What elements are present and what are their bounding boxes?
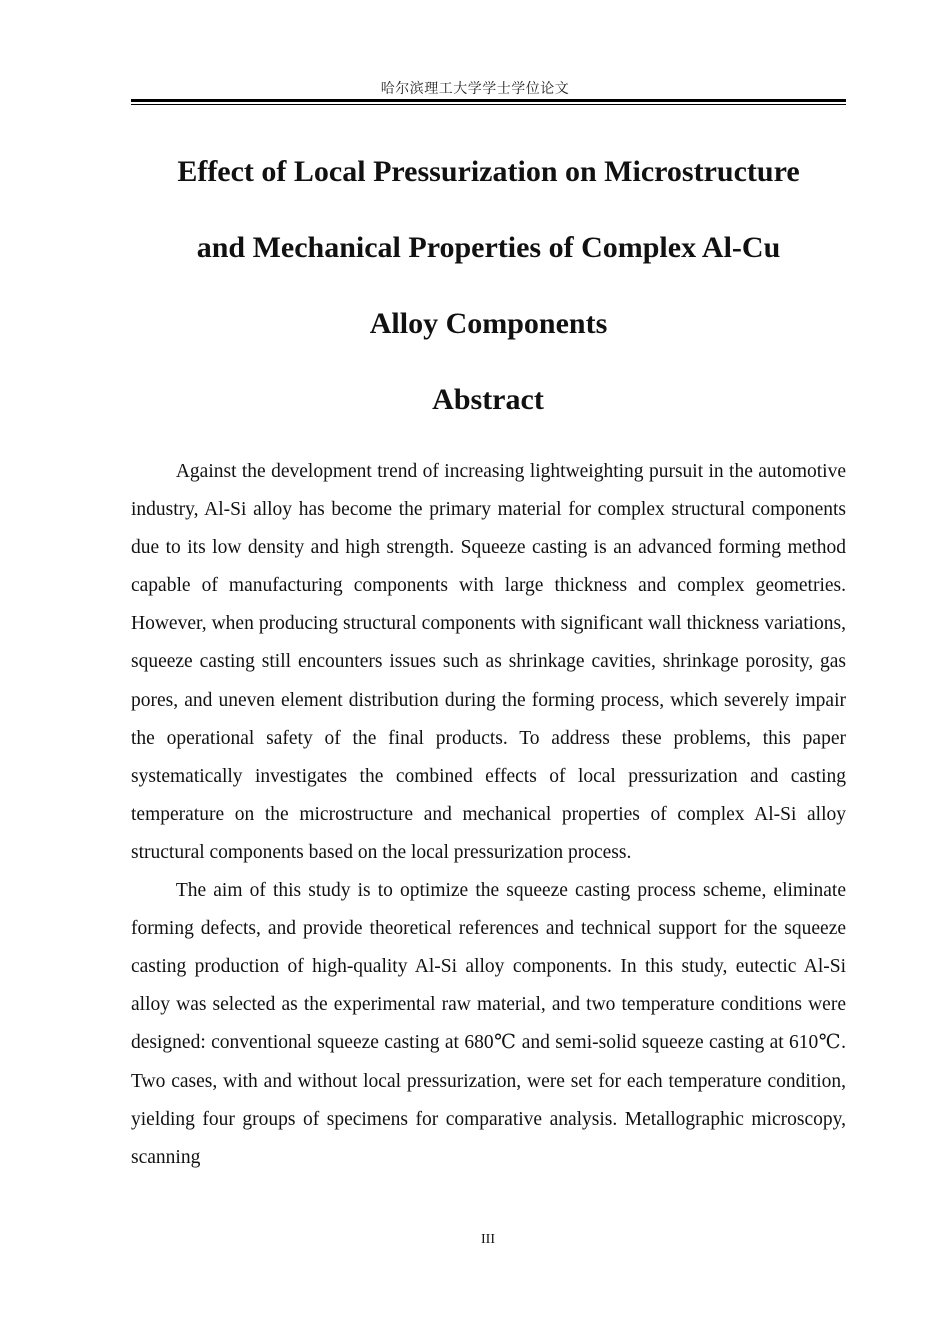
abstract-body [131,453,846,1177]
header-rule-thin [131,104,846,105]
abstract-heading: Abstract [432,383,544,416]
title-line-2: and Mechanical Properties of Complex Al-Cu [196,231,781,264]
title-line-3: Alloy Components [369,307,608,340]
page-number: III [481,1232,495,1247]
header-rule-thick [131,99,846,102]
title-line-1: Effect of Local Pressurization on Microstructure [177,155,800,188]
thesis-title [120,134,857,362]
abstract-paragraph: The aim of this study is to optimize the squeeze casting process scheme, eliminate forming defects, and provide theoretical references and technical support for the squeeze casting production of high-quality Al-Si alloy components. In this study, eutectic Al-Si alloy was selected as the experimental raw material, and two temperature conditions were designed: conventional squeeze casting at 680℃ and semi-solid squeeze casting at 610℃. Two cases, with and without local pressurization, were set for each temperature condition, yielding four groups of specimens for comparative analysis. Metallographic microscopy, scanning [131,880,846,1168]
running-header: 哈尔滨理工大学学士学位论文 [380,82,570,97]
abstract-paragraph: Against the development trend of increasing lightweighting pursuit in the automotive industry, Al-Si alloy has become the primary material for complex structural components due to its low density and high strength. Squeeze casting is an advanced forming method capable of manufacturing components with large thickness and complex geometries. However, when producing structural components with significant wall thickness variations, squeeze casting still encounters issues such as shrinkage cavities, shrinkage porosity, gas pores, and uneven element distribution during the forming process, which severely impair the operational safety of the final products. To address these problems, this paper systematically investigates the combined effects of local pressurization and casting temperature on the microstructure and mechanical properties of complex Al-Si alloy structural components based on the local pressurization process. [131,461,846,863]
